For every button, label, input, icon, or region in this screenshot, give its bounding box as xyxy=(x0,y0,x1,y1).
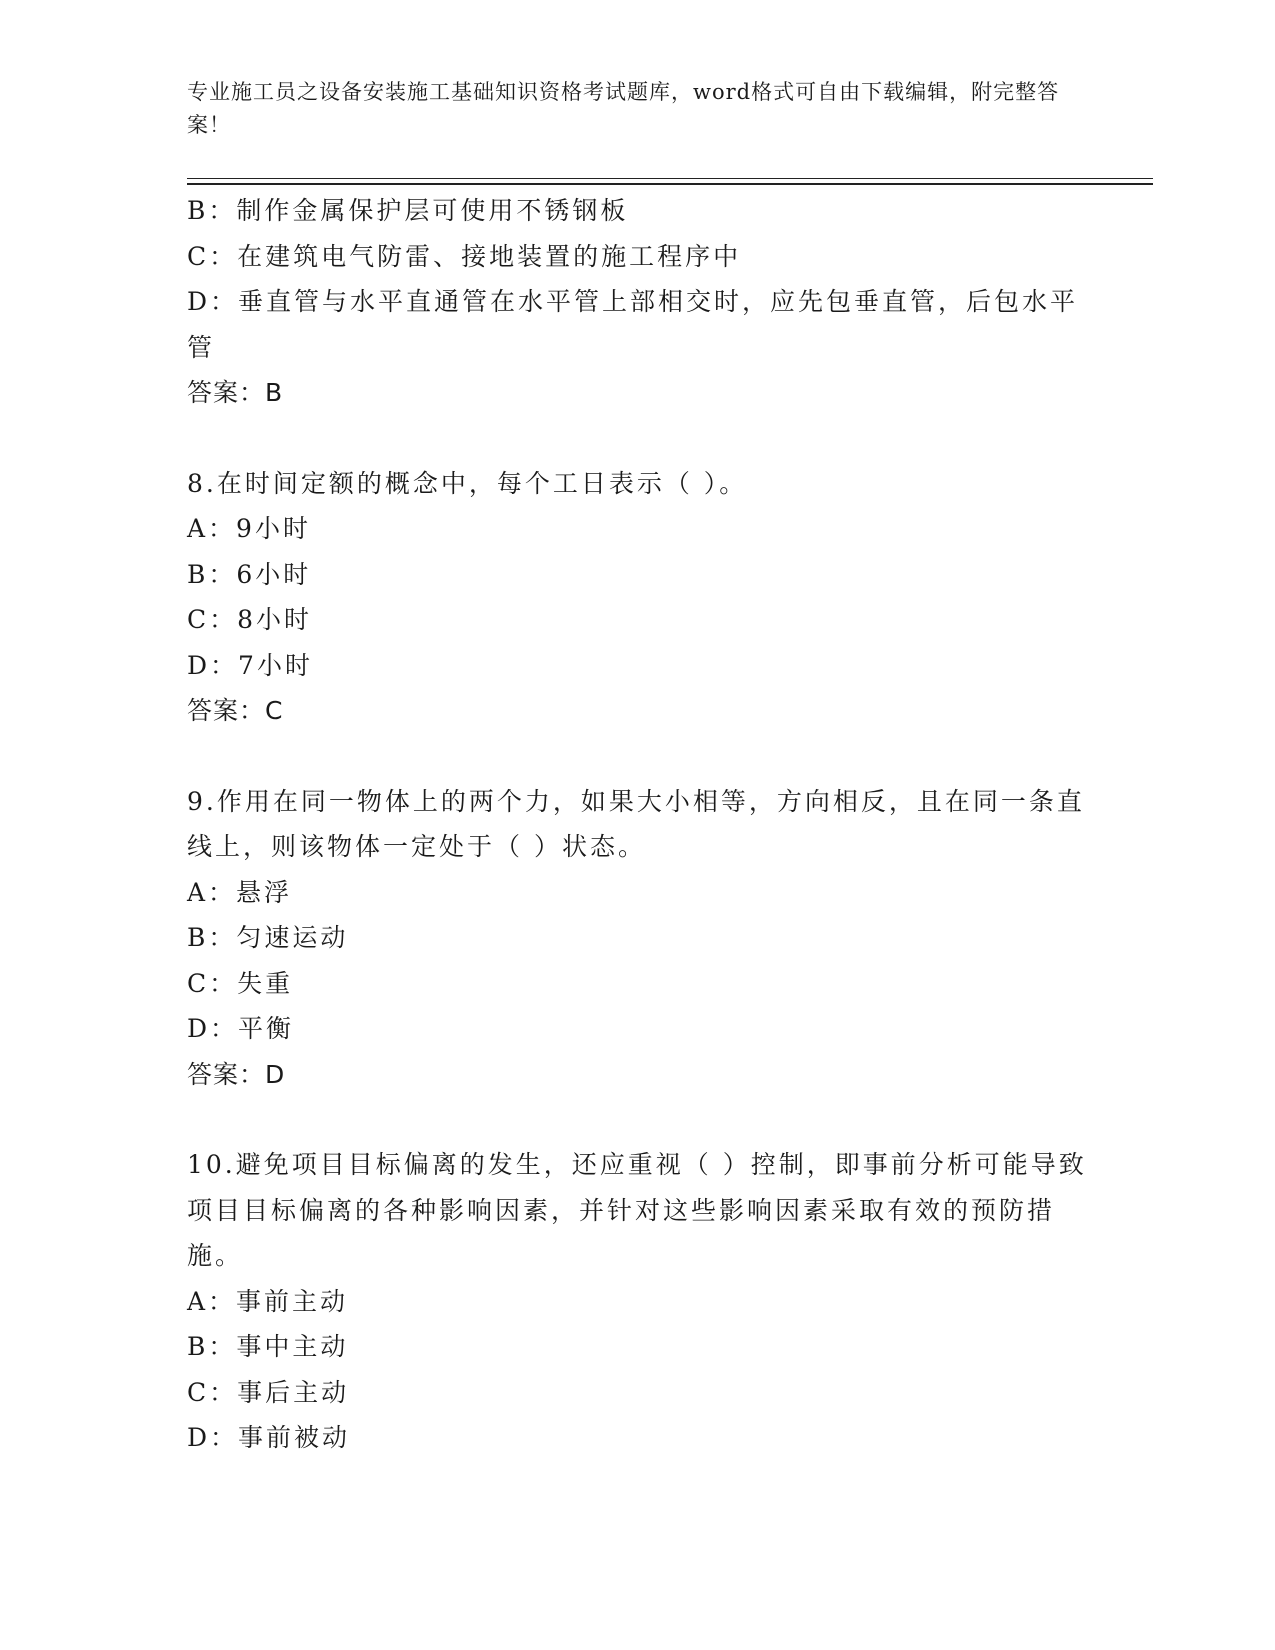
question-7-tail xyxy=(187,188,1087,416)
header-divider-thick xyxy=(187,183,1153,185)
question-8 xyxy=(187,461,1087,734)
answer-line: 答案：C xyxy=(187,696,284,725)
option-b: B：匀速运动 xyxy=(187,923,349,952)
option-d: D：平衡 xyxy=(187,1014,295,1043)
option-c: C：事后主动 xyxy=(187,1377,350,1407)
option-c: C：在建筑电气防雷、接地装置的施工程序中 xyxy=(187,241,742,271)
document-body xyxy=(187,188,1087,1461)
question-text: 10.避免项目目标偏离的发生，还应重视（ ）控制，即事前分析可能导致项目目标偏离的各种影响因素，并针对这些影响因素采取有效的预防措施。 xyxy=(187,1150,1087,1270)
question-9 xyxy=(187,779,1087,1098)
question-text: 9.作用在同一物体上的两个力，如果大小相等，方向相反，且在同一条直线上，则该物体一定处于（ ）状态。 xyxy=(187,786,1085,861)
answer-line: 答案：B xyxy=(187,378,284,407)
option-b: B：制作金属保护层可使用不锈钢板 xyxy=(187,196,629,225)
option-d: D：垂直管与水平直通管在水平管上部相交时，应先包垂直管，后包水平管 xyxy=(187,287,1079,362)
option-c: C：8小时 xyxy=(187,605,313,634)
question-text: 8.在时间定额的概念中，每个工日表示（ ）。 xyxy=(187,468,748,498)
option-a: A：9小时 xyxy=(187,514,311,543)
document-header xyxy=(187,76,1067,142)
option-b: B：6小时 xyxy=(187,559,312,589)
option-c: C：失重 xyxy=(187,968,294,998)
answer-line: 答案：D xyxy=(187,1059,286,1089)
option-d: D：事前被动 xyxy=(187,1423,351,1452)
question-10 xyxy=(187,1142,1087,1461)
option-d: D：7小时 xyxy=(187,650,313,680)
option-b: B：事中主动 xyxy=(187,1332,349,1361)
header-text: 专业施工员之设备安装施工基础知识资格考试题库，word格式可自由下载编辑，附完整答案！ xyxy=(187,80,1060,137)
option-a: A：悬浮 xyxy=(187,877,293,907)
option-a: A：事前主动 xyxy=(187,1286,349,1316)
header-divider-thin xyxy=(187,178,1153,179)
